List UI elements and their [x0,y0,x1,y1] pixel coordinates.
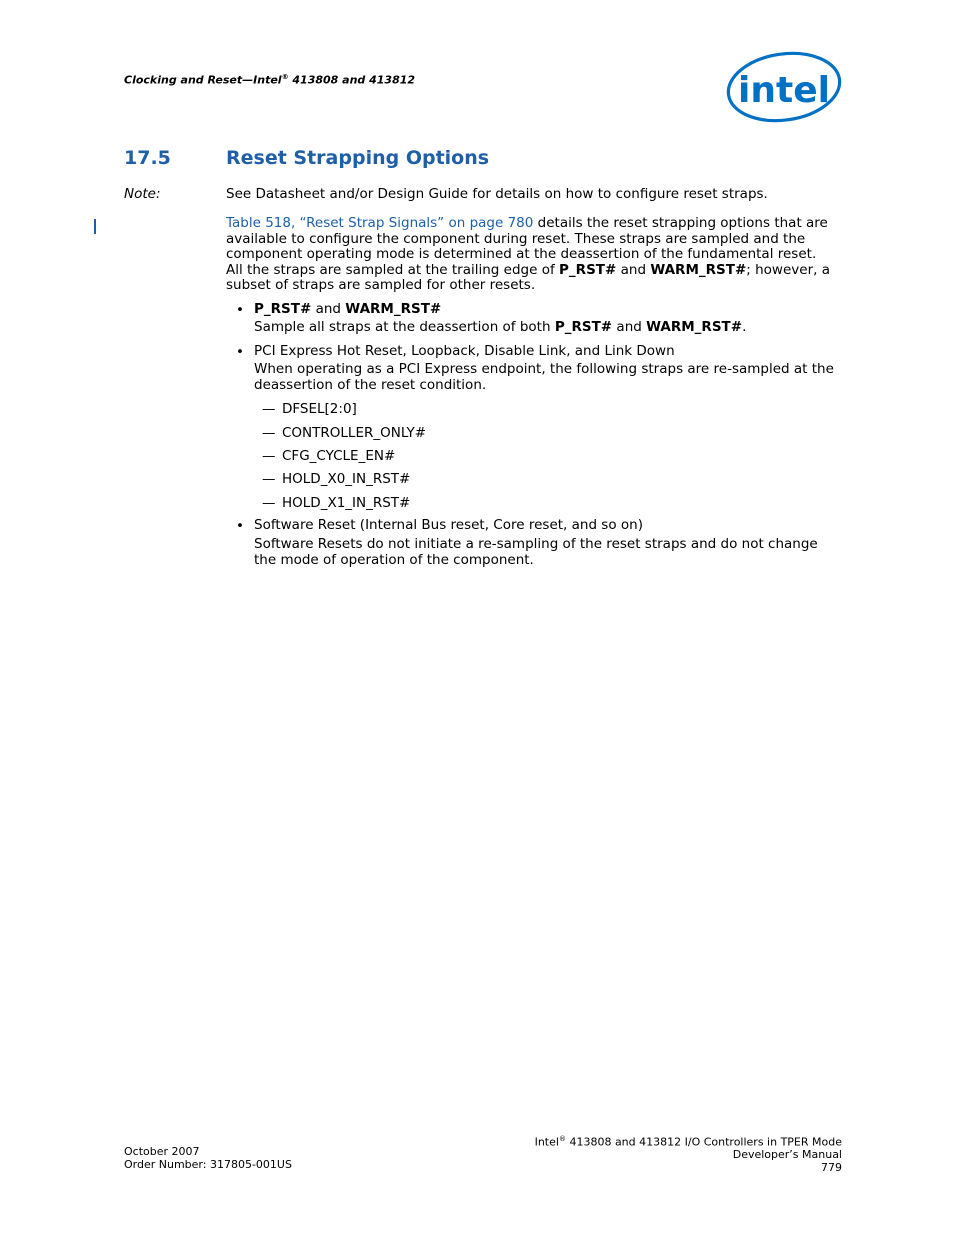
intro-paragraph [226,216,836,294]
note-label: Note: [124,186,161,202]
list-item-body: Software Resets do not initiate a re-sampling of the reset straps and do not change the mode of operation of the component. [254,536,818,568]
footer-left [124,1146,292,1171]
item1-body-sig1: P_RST# [554,319,613,335]
item1-and: and [311,301,346,317]
dash: — [262,425,276,441]
intro-signal-warm-rst: WARM_RST# [650,261,747,278]
bullet: • [236,302,244,318]
sub-list-item: DFSEL[2:0] [282,401,357,417]
item1-body-sig2: WARM_RST# [646,319,743,335]
note-text: See Datasheet and/or Design Guide for details on how to configure reset straps. [226,186,768,202]
section-number: 17.5 [124,147,171,169]
footer-product-suffix: 413808 and 413812 I/O Controllers in TPER Mode [565,1135,842,1149]
intel-logo-text: intel [738,70,830,111]
footer-manual: Developer’s Manual [732,1148,842,1162]
dash: — [262,471,276,487]
registered-mark: ® [281,73,289,81]
item1-body-end: . [742,319,747,335]
section-title: Reset Strapping Options [226,147,490,169]
change-bar [94,219,96,234]
intro-text-2: ; however, a subset of straps are sampled for other resets. [226,261,830,293]
item1-sig2: WARM_RST# [345,301,442,317]
footer-order-number: Order Number: 317805-001US [124,1157,292,1171]
dash: — [262,401,276,417]
sub-list-item: HOLD_X1_IN_RST# [282,495,411,511]
item1-body-and: and [612,319,647,335]
footer-date: October 2007 [124,1145,200,1158]
list-item-head: Software Reset (Internal Bus reset, Core reset, and so on) [254,517,643,533]
intro-and: and [616,261,651,278]
footer-right [535,1133,842,1174]
list-item-head: PCI Express Hot Reset, Loopback, Disable Link, and Link Down [254,343,675,359]
footer-product [535,1133,842,1149]
bullet: • [236,518,244,534]
footer-registered-mark: ® [558,1135,566,1143]
intro-signal-p-rst: P_RST# [559,261,617,278]
list-item-body: When operating as a PCI Express endpoint, the following straps are re-sampled at the deassertion of the reset condition. [254,361,834,393]
sub-list-item: CFG_CYCLE_EN# [282,448,396,464]
running-header-suffix: 413808 and 413812 [288,73,416,87]
running-header-prefix: Clocking and Reset—Intel [124,73,282,87]
running-header [124,73,415,87]
intel-logo [724,50,844,128]
sub-list-item: CONTROLLER_ONLY# [282,425,427,441]
intro-text-1: details the reset strapping options that are available to configure the component during reset. These straps are sampled and the component operating mode is determined at the deassertion of the fundamental reset. All the straps are sampled at the trailing edge of [226,215,828,278]
item1-body-text: Sample all straps at the deassertion of both [254,319,555,335]
item1-sig1: P_RST# [254,301,312,317]
list-item-head [254,302,441,318]
dash: — [262,495,276,511]
page-number: 779 [821,1160,842,1174]
list-item-body [254,320,844,336]
sub-list-item: HOLD_X0_IN_RST# [282,471,411,487]
bullet: • [236,344,244,360]
footer-product-prefix: Intel [534,1135,559,1149]
dash: — [262,448,276,464]
table-link[interactable]: Table 518, “Reset Strap Signals” on page 780 [226,215,534,231]
